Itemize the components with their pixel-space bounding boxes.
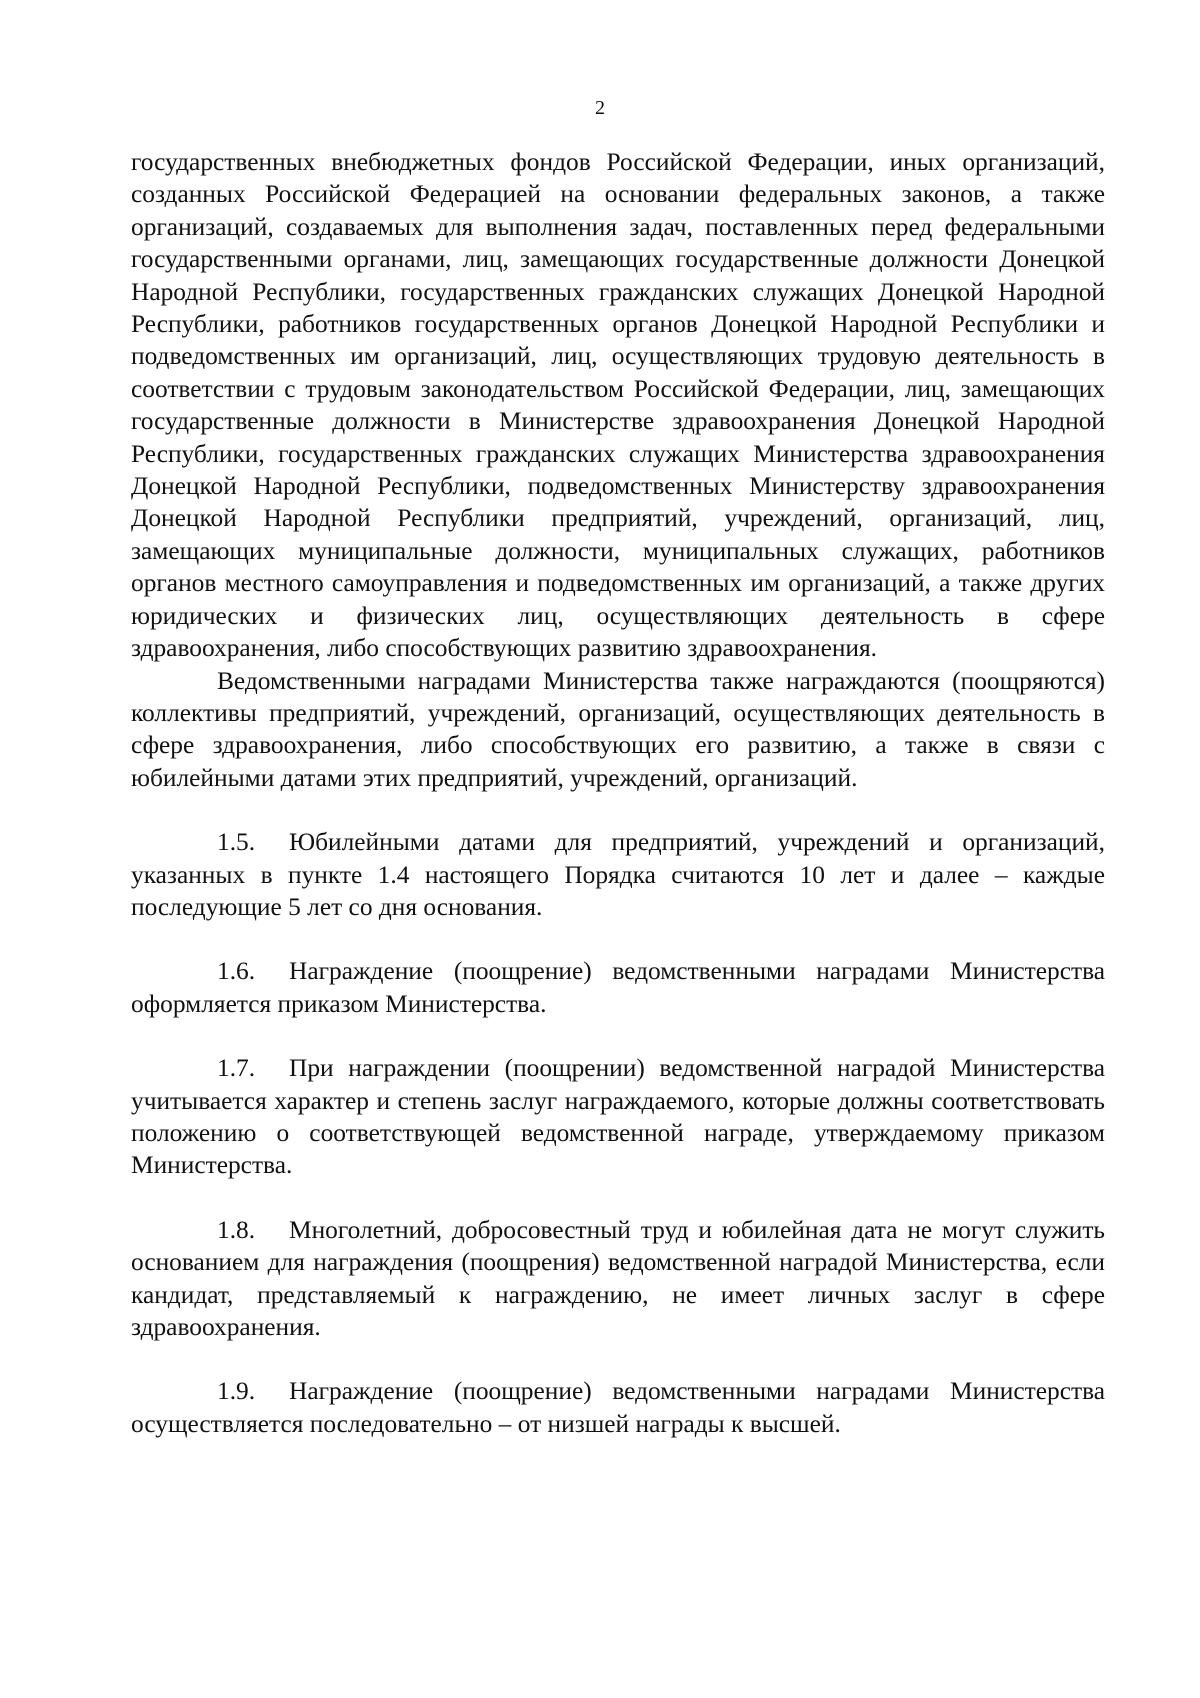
clause-text: Награждение (поощрение) ведомственными наградами Министерства оформляется приказом Министерства. (131, 957, 1105, 1018)
clause-number: 1.9. (217, 1377, 256, 1406)
clause-text: Награждение (поощрение) ведомственными наградами Министерства осуществляется последовательно – от низшей награды к высшей. (131, 1377, 1105, 1438)
paragraph-continuation: государственных внебюджетных фондов Российской Федерации, иных организаций, созданных Российской Федерацией на основании федеральных законов, а также организаций, создаваемых для выполнения задач, поставленных перед федеральными государственными органами, лиц, замещающих государственные должности Донецкой Народной Республики, государственных гражданских служащих Донецкой Народной Республики, работников государственных органов Донецкой Народной Республики и подведомственных им организаций, лиц, осуществляющих трудовую деятельность в соответствии с трудовым законодательством Российской Федерации, лиц, замещающих государственные должности в Министерстве здравоохранения Донецкой Народной Республики, государственных гражданских служащих Министерства здравоохранения Донецкой Народной Республики, подведомственных Министерству здравоохранения Донецкой Народной Республики предприятий, учреждений, организаций, лиц, замещающих муниципальные должности, муниципальных служащих, работников органов местного самоуправления и подведомственных им организаций, а также других юридических и физических лиц, осуществляющих деятельность в сфере здравоохранения, либо способствующих развитию здравоохранения. (131, 148, 1105, 663)
clause-number: 1.8. (217, 1215, 256, 1244)
clause-number: 1.5. (217, 828, 256, 857)
clause-1-9 (131, 1375, 1105, 1440)
clause-text: Юбилейными датами для предприятий, учреждений и организаций, указанных в пункте 1.4 настоящего Порядка считаются 10 лет и далее – каждые последующие 5 лет со дня основания. (131, 828, 1105, 921)
clause-1-7 (131, 1052, 1105, 1182)
paragraph-collectives: Ведомственными наградами Министерства также награждаются (поощряются) коллективы предприятий, учреждений, организаций, осуществляющих деятельность в сфере здравоохранения, либо способствующих его развитию, а также в связи с юбилейными датами этих предприятий, учреждений, организаций. (131, 666, 1105, 792)
document-body (131, 146, 1105, 1440)
page-number: 2 (595, 97, 605, 119)
clause-1-5 (131, 826, 1105, 923)
clause-number: 1.6. (217, 957, 256, 986)
clause-number: 1.7. (217, 1054, 256, 1083)
clause-1-8 (131, 1214, 1105, 1344)
clause-text: При награждении (поощрении) ведомственной наградой Министерства учитывается характер и степень заслуг награждаемого, которые должны соответствовать положению о соответствующей ведомственной награде, утверждаемому приказом Министерства. (131, 1054, 1105, 1180)
clause-text: Многолетний, добросовестный труд и юбилейная дата не могут служить основанием для награждения (поощрения) ведомственной наградой Министерства, если кандидат, представляемый к награждению, не имеет личных заслуг в сфере здравоохранения. (131, 1215, 1105, 1341)
clause-1-6 (131, 955, 1105, 1020)
